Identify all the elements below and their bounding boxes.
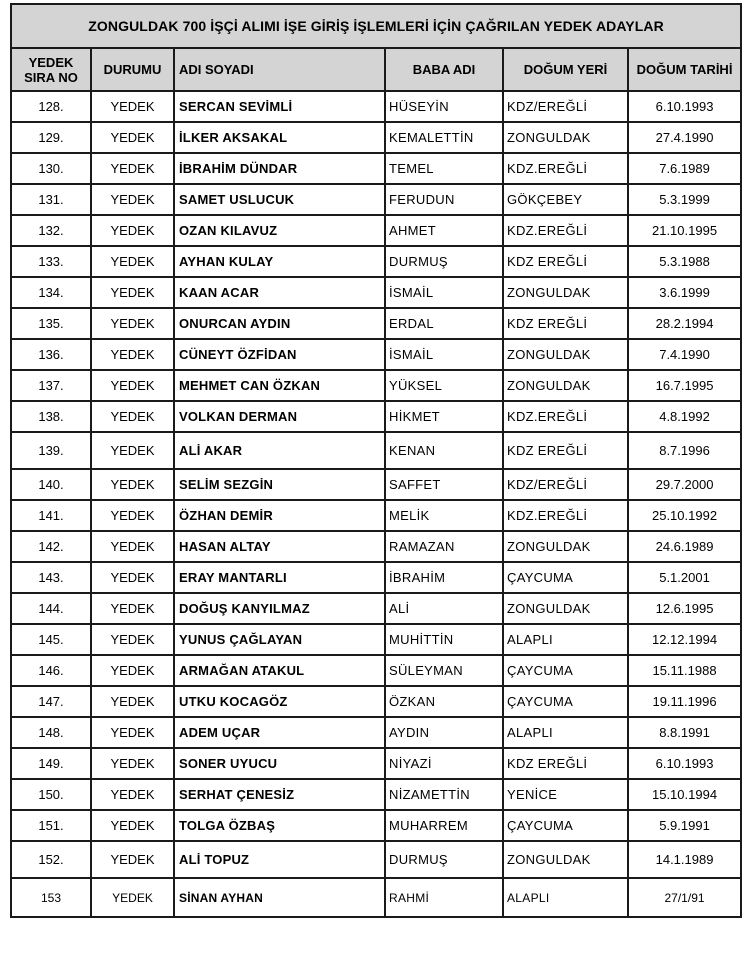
cell-dogum-tarihi: 24.6.1989: [628, 531, 741, 562]
cell-dogum-tarihi: 8.7.1996: [628, 432, 741, 469]
table-row: [11, 878, 741, 917]
cell-dogum-yeri: KDZ/EREĞLİ: [503, 91, 628, 122]
cell-baba-adi: KEMALETTİN: [385, 122, 503, 153]
cell-baba-adi: TEMEL: [385, 153, 503, 184]
cell-dogum-tarihi: 5.3.1988: [628, 246, 741, 277]
cell-dogum-yeri: ZONGULDAK: [503, 370, 628, 401]
cell-adi-soyadi: SONER UYUCU: [174, 748, 385, 779]
cell-sira-no: 153: [11, 878, 91, 917]
cell-dogum-yeri: KDZ EREĞLİ: [503, 308, 628, 339]
cell-dogum-yeri: ZONGULDAK: [503, 122, 628, 153]
table-row: [11, 215, 741, 246]
cell-baba-adi: DURMUŞ: [385, 841, 503, 878]
cell-sira-no: 146.: [11, 655, 91, 686]
cell-durumu: YEDEK: [91, 122, 174, 153]
cell-baba-adi: HÜSEYİN: [385, 91, 503, 122]
cell-dogum-yeri: KDZ.EREĞLİ: [503, 401, 628, 432]
cell-baba-adi: SAFFET: [385, 469, 503, 500]
cell-dogum-tarihi: 14.1.1989: [628, 841, 741, 878]
cell-dogum-tarihi: 29.7.2000: [628, 469, 741, 500]
cell-adi-soyadi: ERAY MANTARLI: [174, 562, 385, 593]
cell-adi-soyadi: CÜNEYT ÖZFİDAN: [174, 339, 385, 370]
cell-baba-adi: AHMET: [385, 215, 503, 246]
cell-sira-no: 136.: [11, 339, 91, 370]
cell-dogum-yeri: ALAPLI: [503, 878, 628, 917]
header-dogum-tarihi: DOĞUM TARİHİ: [628, 48, 741, 91]
cell-sira-no: 139.: [11, 432, 91, 469]
cell-durumu: YEDEK: [91, 624, 174, 655]
cell-dogum-tarihi: 16.7.1995: [628, 370, 741, 401]
cell-sira-no: 141.: [11, 500, 91, 531]
cell-dogum-yeri: KDZ/EREĞLİ: [503, 469, 628, 500]
cell-sira-no: 128.: [11, 91, 91, 122]
cell-adi-soyadi: ARMAĞAN ATAKUL: [174, 655, 385, 686]
cell-dogum-yeri: ZONGULDAK: [503, 339, 628, 370]
cell-durumu: YEDEK: [91, 370, 174, 401]
cell-adi-soyadi: TOLGA ÖZBAŞ: [174, 810, 385, 841]
cell-durumu: YEDEK: [91, 748, 174, 779]
cell-durumu: YEDEK: [91, 655, 174, 686]
cell-dogum-yeri: KDZ EREĞLİ: [503, 432, 628, 469]
cell-baba-adi: DURMUŞ: [385, 246, 503, 277]
cell-baba-adi: MUHİTTİN: [385, 624, 503, 655]
cell-durumu: YEDEK: [91, 246, 174, 277]
cell-adi-soyadi: ALİ TOPUZ: [174, 841, 385, 878]
cell-baba-adi: YÜKSEL: [385, 370, 503, 401]
cell-sira-no: 132.: [11, 215, 91, 246]
cell-dogum-yeri: GÖKÇEBEY: [503, 184, 628, 215]
cell-durumu: YEDEK: [91, 277, 174, 308]
table-row: [11, 841, 741, 878]
cell-adi-soyadi: AYHAN KULAY: [174, 246, 385, 277]
cell-dogum-tarihi: 8.8.1991: [628, 717, 741, 748]
table-row: [11, 810, 741, 841]
cell-sira-no: 151.: [11, 810, 91, 841]
header-sira-no: [11, 48, 91, 91]
cell-adi-soyadi: SERHAT ÇENESİZ: [174, 779, 385, 810]
cell-dogum-yeri: ALAPLI: [503, 624, 628, 655]
header-durumu: DURUMU: [91, 48, 174, 91]
cell-adi-soyadi: UTKU KOCAGÖZ: [174, 686, 385, 717]
cell-baba-adi: İSMAİL: [385, 277, 503, 308]
cell-dogum-tarihi: 15.11.1988: [628, 655, 741, 686]
cell-adi-soyadi: ONURCAN AYDIN: [174, 308, 385, 339]
cell-sira-no: 137.: [11, 370, 91, 401]
header-sira-no-line2: SIRA NO: [24, 69, 78, 85]
table-row: [11, 184, 741, 215]
table-title: ZONGULDAK 700 İŞÇİ ALIMI İŞE GİRİŞ İŞLEMLERİ İÇİN ÇAĞRILAN YEDEK ADAYLAR: [11, 4, 741, 48]
cell-durumu: YEDEK: [91, 153, 174, 184]
cell-sira-no: 129.: [11, 122, 91, 153]
table-row: [11, 593, 741, 624]
cell-adi-soyadi: SİNAN AYHAN: [174, 878, 385, 917]
cell-sira-no: 152.: [11, 841, 91, 878]
table-row: [11, 562, 741, 593]
cell-sira-no: 134.: [11, 277, 91, 308]
cell-dogum-yeri: ÇAYCUMA: [503, 562, 628, 593]
cell-dogum-tarihi: 5.1.2001: [628, 562, 741, 593]
cell-adi-soyadi: İBRAHİM DÜNDAR: [174, 153, 385, 184]
cell-dogum-tarihi: 19.11.1996: [628, 686, 741, 717]
cell-dogum-tarihi: 6.10.1993: [628, 91, 741, 122]
table-row: [11, 308, 741, 339]
cell-adi-soyadi: SELİM SEZGİN: [174, 469, 385, 500]
cell-dogum-yeri: KDZ EREĞLİ: [503, 246, 628, 277]
cell-dogum-tarihi: 6.10.1993: [628, 748, 741, 779]
header-baba-adi: BABA ADI: [385, 48, 503, 91]
cell-dogum-yeri: KDZ.EREĞLİ: [503, 215, 628, 246]
cell-dogum-yeri: YENİCE: [503, 779, 628, 810]
cell-dogum-yeri: ZONGULDAK: [503, 841, 628, 878]
cell-adi-soyadi: DOĞUŞ KANYILMAZ: [174, 593, 385, 624]
table-row: [11, 500, 741, 531]
cell-baba-adi: İSMAİL: [385, 339, 503, 370]
cell-adi-soyadi: ÖZHAN DEMİR: [174, 500, 385, 531]
cell-baba-adi: AYDIN: [385, 717, 503, 748]
cell-durumu: YEDEK: [91, 841, 174, 878]
cell-dogum-tarihi: 21.10.1995: [628, 215, 741, 246]
cell-adi-soyadi: SAMET USLUCUK: [174, 184, 385, 215]
cell-adi-soyadi: SERCAN SEVİMLİ: [174, 91, 385, 122]
cell-durumu: YEDEK: [91, 432, 174, 469]
cell-baba-adi: ERDAL: [385, 308, 503, 339]
cell-dogum-tarihi: 12.12.1994: [628, 624, 741, 655]
cell-dogum-yeri: ALAPLI: [503, 717, 628, 748]
table-row: [11, 624, 741, 655]
cell-dogum-tarihi: 15.10.1994: [628, 779, 741, 810]
cell-durumu: YEDEK: [91, 500, 174, 531]
cell-baba-adi: FERUDUN: [385, 184, 503, 215]
cell-sira-no: 144.: [11, 593, 91, 624]
cell-dogum-yeri: ÇAYCUMA: [503, 810, 628, 841]
table-row: [11, 432, 741, 469]
cell-durumu: YEDEK: [91, 810, 174, 841]
cell-dogum-tarihi: 5.9.1991: [628, 810, 741, 841]
cell-dogum-yeri: ÇAYCUMA: [503, 655, 628, 686]
cell-baba-adi: ALİ: [385, 593, 503, 624]
cell-dogum-tarihi: 27/1/91: [628, 878, 741, 917]
cell-adi-soyadi: MEHMET CAN ÖZKAN: [174, 370, 385, 401]
table-row: [11, 153, 741, 184]
cell-adi-soyadi: KAAN ACAR: [174, 277, 385, 308]
cell-durumu: YEDEK: [91, 686, 174, 717]
cell-sira-no: 148.: [11, 717, 91, 748]
cell-sira-no: 131.: [11, 184, 91, 215]
cell-baba-adi: ÖZKAN: [385, 686, 503, 717]
table-row: [11, 531, 741, 562]
cell-sira-no: 147.: [11, 686, 91, 717]
cell-sira-no: 145.: [11, 624, 91, 655]
table-row: [11, 655, 741, 686]
cell-sira-no: 130.: [11, 153, 91, 184]
cell-dogum-yeri: ZONGULDAK: [503, 593, 628, 624]
cell-adi-soyadi: YUNUS ÇAĞLAYAN: [174, 624, 385, 655]
cell-durumu: YEDEK: [91, 91, 174, 122]
table-row: [11, 370, 741, 401]
cell-dogum-yeri: ZONGULDAK: [503, 531, 628, 562]
cell-baba-adi: NİZAMETTİN: [385, 779, 503, 810]
cell-adi-soyadi: VOLKAN DERMAN: [174, 401, 385, 432]
table-row: [11, 469, 741, 500]
cell-sira-no: 135.: [11, 308, 91, 339]
cell-dogum-yeri: KDZ.EREĞLİ: [503, 500, 628, 531]
cell-durumu: YEDEK: [91, 593, 174, 624]
cell-dogum-yeri: KDZ.EREĞLİ: [503, 153, 628, 184]
cell-baba-adi: HİKMET: [385, 401, 503, 432]
cell-dogum-tarihi: 7.6.1989: [628, 153, 741, 184]
cell-sira-no: 143.: [11, 562, 91, 593]
candidate-list-sheet: [10, 3, 740, 918]
cell-sira-no: 142.: [11, 531, 91, 562]
header-dogum-yeri: DOĞUM YERİ: [503, 48, 628, 91]
cell-dogum-tarihi: 28.2.1994: [628, 308, 741, 339]
cell-durumu: YEDEK: [91, 469, 174, 500]
cell-baba-adi: SÜLEYMAN: [385, 655, 503, 686]
cell-durumu: YEDEK: [91, 339, 174, 370]
cell-durumu: YEDEK: [91, 401, 174, 432]
cell-adi-soyadi: ALİ AKAR: [174, 432, 385, 469]
cell-dogum-tarihi: 25.10.1992: [628, 500, 741, 531]
header-adi-soyadi: ADI SOYADI: [174, 48, 385, 91]
table-row: [11, 122, 741, 153]
cell-durumu: YEDEK: [91, 308, 174, 339]
cell-baba-adi: RAHMİ: [385, 878, 503, 917]
cell-adi-soyadi: İLKER AKSAKAL: [174, 122, 385, 153]
cell-dogum-tarihi: 7.4.1990: [628, 339, 741, 370]
cell-dogum-tarihi: 27.4.1990: [628, 122, 741, 153]
cell-adi-soyadi: OZAN KILAVUZ: [174, 215, 385, 246]
cell-baba-adi: KENAN: [385, 432, 503, 469]
cell-dogum-yeri: KDZ EREĞLİ: [503, 748, 628, 779]
cell-durumu: YEDEK: [91, 779, 174, 810]
table-body: [11, 91, 741, 917]
cell-adi-soyadi: ADEM UÇAR: [174, 717, 385, 748]
table-row: [11, 277, 741, 308]
table-row: [11, 91, 741, 122]
cell-durumu: YEDEK: [91, 717, 174, 748]
cell-dogum-yeri: ÇAYCUMA: [503, 686, 628, 717]
cell-dogum-yeri: ZONGULDAK: [503, 277, 628, 308]
cell-baba-adi: RAMAZAN: [385, 531, 503, 562]
cell-sira-no: 140.: [11, 469, 91, 500]
cell-sira-no: 149.: [11, 748, 91, 779]
table-row: [11, 339, 741, 370]
cell-dogum-tarihi: 4.8.1992: [628, 401, 741, 432]
cell-sira-no: 150.: [11, 779, 91, 810]
cell-durumu: YEDEK: [91, 215, 174, 246]
cell-durumu: YEDEK: [91, 562, 174, 593]
table-row: [11, 401, 741, 432]
cell-baba-adi: NİYAZİ: [385, 748, 503, 779]
cell-baba-adi: MUHARREM: [385, 810, 503, 841]
cell-adi-soyadi: HASAN ALTAY: [174, 531, 385, 562]
table-row: [11, 246, 741, 277]
cell-sira-no: 133.: [11, 246, 91, 277]
header-row: [11, 48, 741, 91]
cell-sira-no: 138.: [11, 401, 91, 432]
cell-durumu: YEDEK: [91, 878, 174, 917]
header-sira-no-line1: YEDEK: [28, 54, 74, 70]
table-row: [11, 748, 741, 779]
cell-baba-adi: MELİK: [385, 500, 503, 531]
table-row: [11, 717, 741, 748]
candidate-table: [10, 3, 742, 918]
cell-dogum-tarihi: 12.6.1995: [628, 593, 741, 624]
cell-dogum-tarihi: 5.3.1999: [628, 184, 741, 215]
cell-durumu: YEDEK: [91, 184, 174, 215]
table-row: [11, 779, 741, 810]
cell-baba-adi: İBRAHİM: [385, 562, 503, 593]
cell-durumu: YEDEK: [91, 531, 174, 562]
cell-dogum-tarihi: 3.6.1999: [628, 277, 741, 308]
table-row: [11, 686, 741, 717]
